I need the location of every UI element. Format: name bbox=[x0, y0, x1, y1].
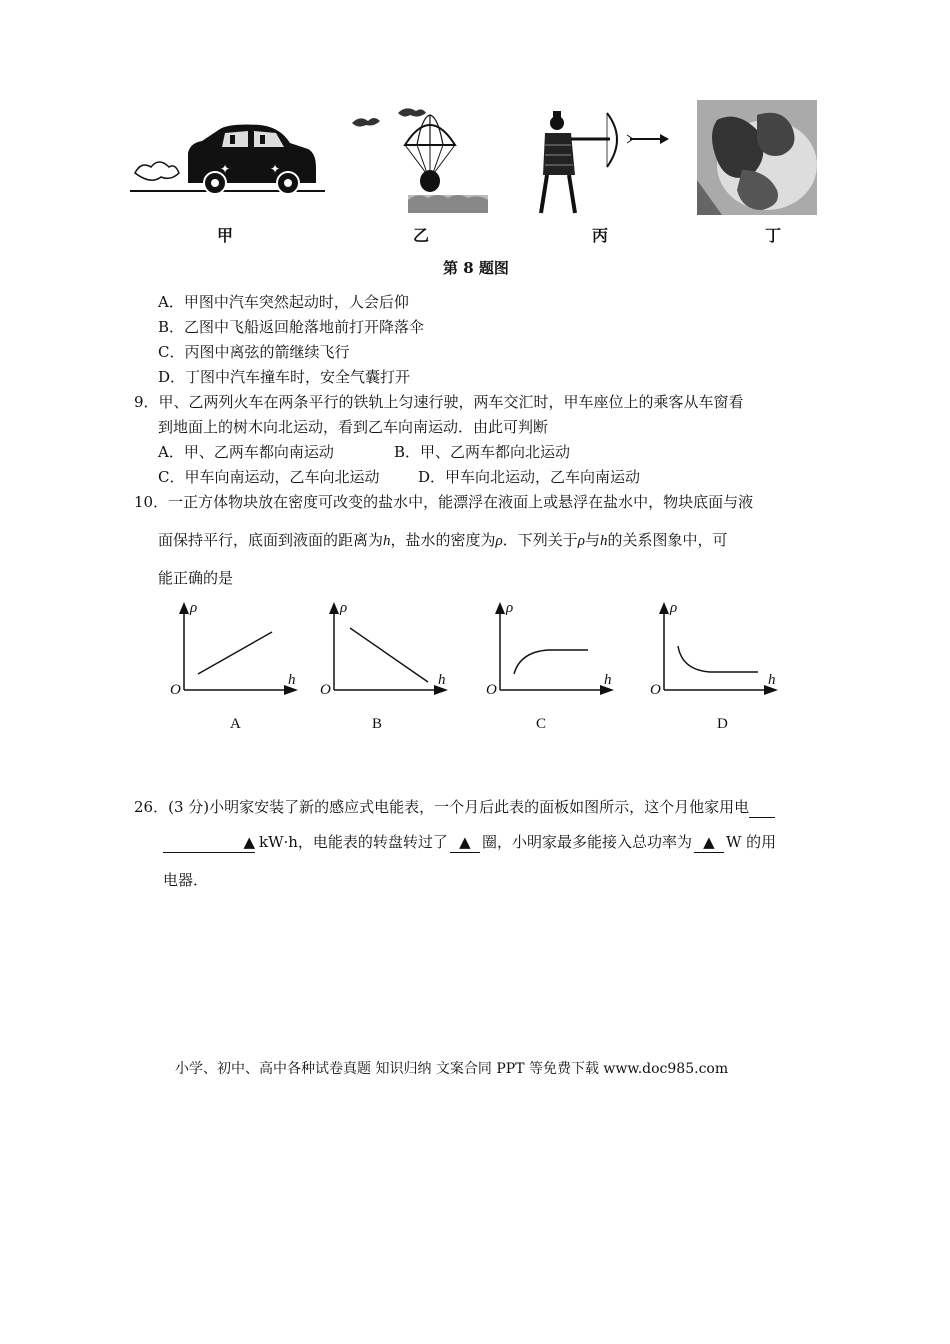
y-axis-label: ρ bbox=[340, 600, 348, 616]
y-axis-label: ρ bbox=[506, 600, 514, 616]
x-axis-label: h bbox=[768, 672, 776, 688]
answer-blank-1-start bbox=[749, 797, 775, 818]
y-axis-label: ρ bbox=[190, 600, 198, 616]
q10-text-part: ．下列关于 bbox=[502, 531, 578, 549]
q9-stem-line2: 到地面上的树木向北运动，看到乙车向南运动．由此可判断 bbox=[158, 418, 549, 436]
var-h: h bbox=[599, 533, 608, 549]
q8-option-a: A．甲图中汽车突然起动时，人会后仰 bbox=[158, 293, 409, 311]
x-axis-label: h bbox=[604, 672, 612, 688]
q8-option-b: B．乙图中飞船返回舱落地前打开降落伞 bbox=[158, 318, 425, 336]
answer-triangle-marker: ▲ bbox=[703, 833, 715, 851]
graph-label-c: C bbox=[536, 716, 547, 732]
q10-stem-line1: 10．一正方体物块放在密度可改变的盐水中，能漂浮在液面上或悬浮在盐水中，物块底面与液 bbox=[134, 493, 754, 511]
q10-text-part: 与 bbox=[584, 531, 600, 549]
answer-triangle-marker: ▲ bbox=[459, 833, 471, 851]
graph-label-d: D bbox=[717, 716, 728, 732]
answer-triangle-marker: ▲ bbox=[243, 833, 255, 851]
answer-blank-3 bbox=[694, 832, 724, 853]
q9-option-c: C．甲车向南运动，乙车向北运动 bbox=[158, 468, 380, 486]
origin-label: O bbox=[170, 682, 181, 698]
page-footer: 小学、初中、高中各种试卷真题 知识归纳 文案合同 PPT 等免费下载 www.doc985.com bbox=[175, 1061, 729, 1077]
graph-d-plot bbox=[640, 598, 790, 708]
q10-stem-line3: 能正确的是 bbox=[158, 569, 234, 587]
graph-d bbox=[640, 598, 790, 738]
q9-option-b: B．甲、乙两车都向北运动 bbox=[394, 443, 571, 461]
answer-blank-1 bbox=[163, 832, 255, 853]
archer-image bbox=[535, 105, 670, 220]
x-axis-label: h bbox=[438, 672, 446, 688]
panel-label-bing: 丙 bbox=[592, 226, 609, 245]
q9-option-d: D．甲车向北运动，乙车向南运动 bbox=[418, 468, 641, 486]
q8-option-c: C．丙图中离弦的箭继续飞行 bbox=[158, 343, 350, 361]
q10-text-part: 的关系图象中，可 bbox=[607, 531, 728, 549]
q10-stem-line2 bbox=[158, 530, 727, 551]
airbag-photo bbox=[697, 100, 817, 215]
answer-blank-2 bbox=[450, 832, 480, 853]
graph-b-plot bbox=[310, 598, 460, 708]
q9-stem-line1: 9．甲、乙两列火车在两条平行的铁轨上匀速行驶，两车交汇时，甲车座位上的乘客从车窗看 bbox=[134, 393, 744, 411]
graph-label-a: A bbox=[230, 716, 241, 732]
q10-text-part: 面保持平行，底面到液面的距离为 bbox=[158, 531, 384, 549]
var-rho: ρ bbox=[495, 533, 503, 549]
q8-option-d: D．丁图中汽车撞车时，安全气囊打开 bbox=[158, 368, 411, 386]
svg-text:✦: ✦ bbox=[220, 162, 231, 176]
graph-c-plot bbox=[476, 598, 626, 708]
svg-text:✦: ✦ bbox=[270, 162, 281, 176]
q26-text-part: W 的用 bbox=[725, 833, 777, 851]
q10-graphs bbox=[160, 598, 800, 748]
panel-label-yi: 乙 bbox=[413, 226, 430, 245]
x-axis-label: h bbox=[288, 672, 296, 688]
q26-stem-line2 bbox=[163, 832, 776, 853]
q10-text-part: ，盐水的密度为 bbox=[390, 531, 496, 549]
graph-c bbox=[476, 598, 626, 738]
q26-text-part: kW·h，电能表的转盘转过了 bbox=[259, 833, 448, 851]
car-image bbox=[130, 123, 325, 198]
y-axis-label: ρ bbox=[670, 600, 678, 616]
var-rho: ρ bbox=[577, 533, 585, 549]
origin-label: O bbox=[486, 682, 497, 698]
panel-label-ding: 丁 bbox=[765, 226, 782, 245]
q26-stem-line1 bbox=[134, 797, 775, 818]
origin-label: O bbox=[320, 682, 331, 698]
q26-text-part: 26．(3 分)小明家安装了新的感应式电能表，一个月后此表的面板如图所示，这个月他家用电 bbox=[134, 798, 750, 816]
graph-label-b: B bbox=[372, 716, 383, 732]
graph-a bbox=[160, 598, 310, 738]
graph-b bbox=[310, 598, 460, 738]
panel-label-jia: 甲 bbox=[217, 226, 234, 245]
q26-text-part: 圈，小明家最多能接入总功率为 bbox=[481, 833, 692, 851]
var-h: h bbox=[383, 533, 391, 549]
q9-option-a: A．甲、乙两车都向南运动 bbox=[158, 443, 334, 461]
figure-8 bbox=[125, 95, 825, 280]
origin-label: O bbox=[650, 682, 661, 698]
q26-stem-line3: 电器． bbox=[163, 871, 209, 889]
graph-a-plot bbox=[160, 598, 310, 708]
parachute-image bbox=[350, 105, 490, 215]
figure-caption: 第 8 题图 bbox=[443, 259, 509, 277]
